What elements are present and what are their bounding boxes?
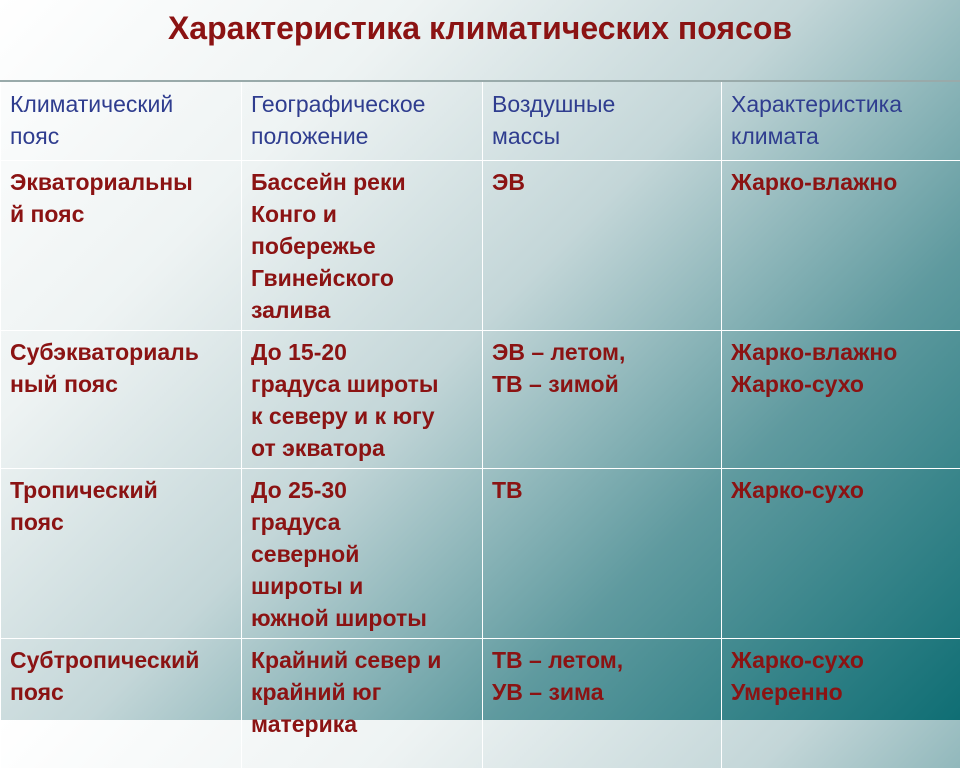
cell-line: градуса широты bbox=[251, 368, 473, 400]
cell-line: Крайний север и bbox=[251, 644, 473, 676]
header-line: пояс bbox=[10, 120, 232, 152]
cell-air-masses bbox=[483, 639, 722, 769]
cell-line: Жарко-сухо bbox=[731, 644, 951, 676]
cell-line: ТВ – летом, bbox=[492, 644, 712, 676]
header-air-masses bbox=[483, 81, 722, 161]
climate-belts-table bbox=[0, 80, 960, 769]
cell-climate bbox=[722, 639, 960, 769]
cell-location bbox=[242, 639, 483, 769]
cell-line: Жарко-сухо bbox=[731, 474, 951, 506]
cell-climate bbox=[722, 331, 960, 469]
cell-location bbox=[242, 161, 483, 331]
cell-air-masses bbox=[483, 161, 722, 331]
cell-line: южной широты bbox=[251, 602, 473, 634]
header-line: Климатический bbox=[10, 88, 232, 120]
table-row bbox=[1, 469, 960, 639]
cell-line: УВ – зима bbox=[492, 676, 712, 708]
cell-air-masses bbox=[483, 469, 722, 639]
cell-line: ТВ bbox=[492, 474, 712, 506]
cell-line: от экватора bbox=[251, 432, 473, 464]
cell-belt bbox=[1, 331, 242, 469]
cell-line: Жарко-влажно bbox=[731, 166, 951, 198]
cell-line: градуса bbox=[251, 506, 473, 538]
table-row bbox=[1, 331, 960, 469]
header-line: климата bbox=[731, 120, 951, 152]
header-climate-characteristic bbox=[722, 81, 960, 161]
table-row bbox=[1, 161, 960, 331]
cell-line: ный пояс bbox=[10, 368, 232, 400]
header-line: Географическое bbox=[251, 88, 473, 120]
cell-line: Гвинейского bbox=[251, 262, 473, 294]
cell-line: широты и bbox=[251, 570, 473, 602]
cell-line: пояс bbox=[10, 676, 232, 708]
cell-line: материка bbox=[251, 708, 473, 740]
cell-belt bbox=[1, 639, 242, 769]
header-climate-belt bbox=[1, 81, 242, 161]
cell-line: Тропический bbox=[10, 474, 232, 506]
cell-belt bbox=[1, 469, 242, 639]
cell-line: ЭВ – летом, bbox=[492, 336, 712, 368]
header-line: положение bbox=[251, 120, 473, 152]
cell-line: Жарко-сухо bbox=[731, 368, 951, 400]
table-row bbox=[1, 639, 960, 769]
cell-line: крайний юг bbox=[251, 676, 473, 708]
cell-line: Экваториальны bbox=[10, 166, 232, 198]
cell-line: Субтропический bbox=[10, 644, 232, 676]
cell-line: побережье bbox=[251, 230, 473, 262]
cell-line: До 15-20 bbox=[251, 336, 473, 368]
header-geographic-location bbox=[242, 81, 483, 161]
table-header-row bbox=[1, 81, 960, 161]
cell-climate bbox=[722, 469, 960, 639]
cell-line: Жарко-влажно bbox=[731, 336, 951, 368]
page-title: Характеристика климатических поясов bbox=[0, 6, 960, 50]
cell-line: Конго и bbox=[251, 198, 473, 230]
cell-location bbox=[242, 331, 483, 469]
cell-line: ТВ – зимой bbox=[492, 368, 712, 400]
header-line: Воздушные bbox=[492, 88, 712, 120]
cell-climate bbox=[722, 161, 960, 331]
cell-line: пояс bbox=[10, 506, 232, 538]
cell-line: к северу и к югу bbox=[251, 400, 473, 432]
cell-line: залива bbox=[251, 294, 473, 326]
cell-line: Бассейн реки bbox=[251, 166, 473, 198]
cell-location bbox=[242, 469, 483, 639]
header-line: массы bbox=[492, 120, 712, 152]
cell-line: ЭВ bbox=[492, 166, 712, 198]
cell-line: Умеренно bbox=[731, 676, 951, 708]
cell-belt bbox=[1, 161, 242, 331]
cell-line: й пояс bbox=[10, 198, 232, 230]
cell-line: Субэкваториаль bbox=[10, 336, 232, 368]
cell-line: северной bbox=[251, 538, 473, 570]
cell-air-masses bbox=[483, 331, 722, 469]
cell-line: До 25-30 bbox=[251, 474, 473, 506]
header-line: Характеристика bbox=[731, 88, 951, 120]
